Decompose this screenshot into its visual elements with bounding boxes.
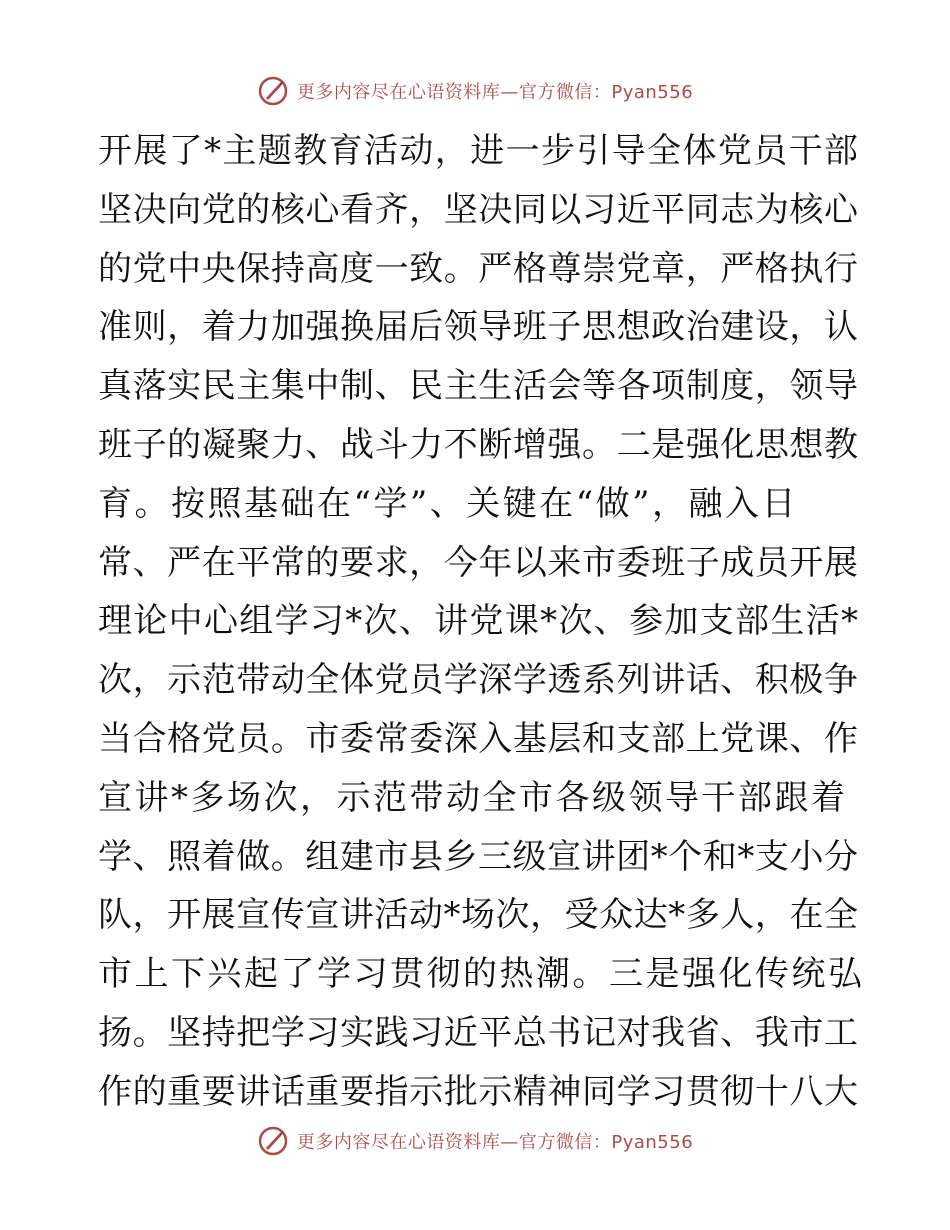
text-line: 班子的凝聚力、战斗力不断增强。二是强化思想教	[98, 424, 858, 465]
header-banner-text: 更多内容尽在心语资料库—官方微信：Pyan556	[296, 82, 694, 103]
text-line: 的党中央保持高度一致。严格尊崇党章，严格执行	[98, 248, 858, 289]
text-line: 育。按照基础在“学”、关键在“做”，融入日	[98, 483, 799, 524]
header-watermark-banner	[0, 71, 950, 111]
text-line: 真落实民主集中制、民主生活会等各项制度，领导	[98, 366, 858, 407]
text-line: 学、照着做。组建市县乡三级宣讲团*个和*支小分	[98, 836, 858, 877]
text-line: 次，示范带动全体党员学深学透系列讲话、积极争	[98, 660, 858, 701]
text-line: 准则，着力加强换届后领导班子思想政治建设，认	[98, 307, 858, 348]
footer-watermark-banner	[0, 1121, 950, 1161]
text-line: 市上下兴起了学习贯彻的热潮。三是强化传统弘	[98, 954, 865, 995]
quill-logo-icon	[257, 1125, 289, 1157]
text-line: 队，开展宣传宣讲活动*场次，受众达*多人，在全	[98, 895, 858, 936]
text-line: 坚决向党的核心看齐，坚决同以习近平同志为核心	[98, 189, 858, 230]
document-body	[98, 122, 865, 1122]
text-line: 理论中心组学习*次、讲党课*次、参加支部生活*	[98, 601, 858, 642]
text-line: 宣讲*多场次，示范带动全市各级领导干部跟着	[98, 777, 848, 818]
text-line: 作的重要讲话重要指示批示精神同学习贯彻十八大	[98, 1071, 858, 1112]
text-line: 开展了*主题教育活动，进一步引导全体党员干部	[98, 131, 858, 171]
text-line: 扬。坚持把学习实践习近平总书记对我省、我市工	[98, 1012, 858, 1053]
footer-banner-text: 更多内容尽在心语资料库—官方微信：Pyan556	[296, 1132, 694, 1153]
quill-logo-icon	[257, 75, 289, 107]
text-line: 当合格党员。市委常委深入基层和支部上党课、作	[98, 718, 858, 759]
text-line: 常、严在平常的要求，今年以来市委班子成员开展	[98, 542, 858, 583]
